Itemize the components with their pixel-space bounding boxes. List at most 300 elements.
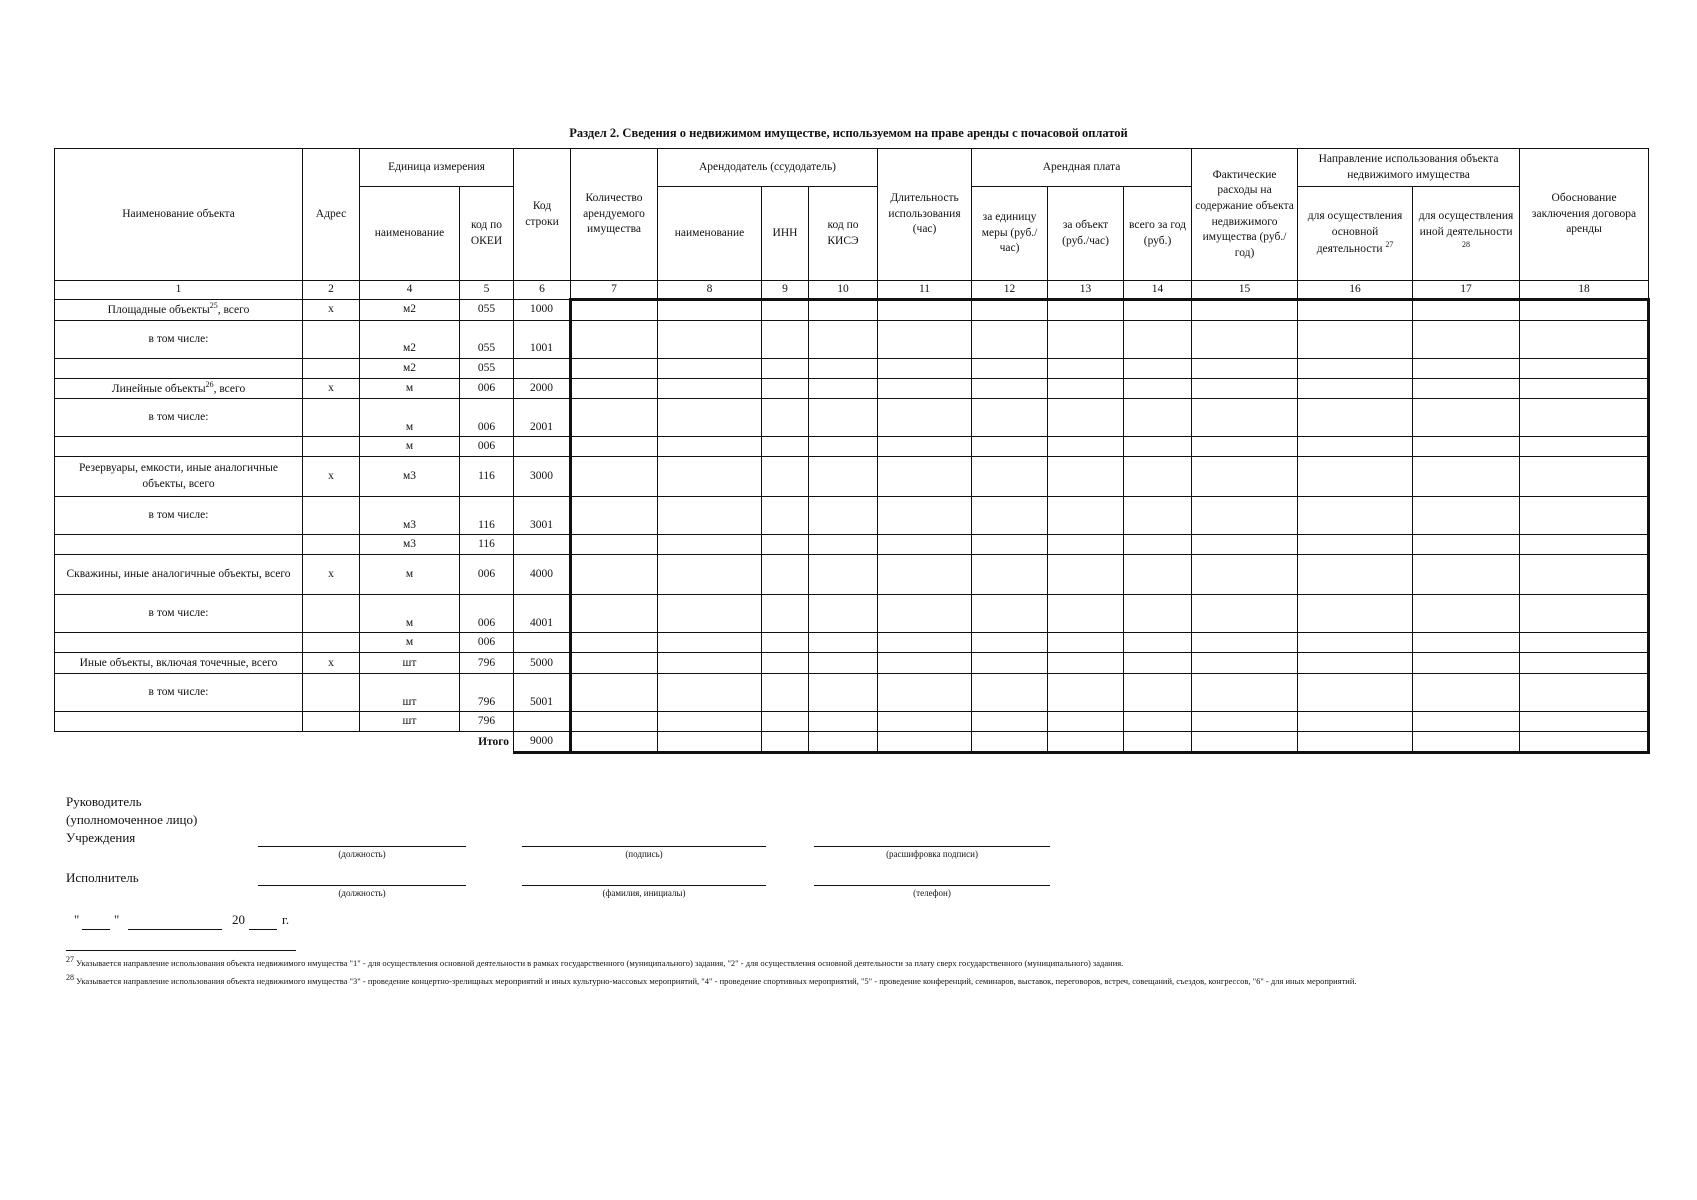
data-input-cell[interactable] [878,379,972,399]
caption-position: (должность) [338,849,386,859]
row-code-cell[interactable] [514,437,571,457]
address-cell[interactable] [303,497,360,535]
total-data-cell[interactable] [571,732,658,753]
table-row [55,399,1649,437]
data-input-cell[interactable] [1124,300,1192,321]
okei-code-cell: 116 [460,535,514,555]
data-input-cell[interactable] [1124,633,1192,653]
data-input-cell[interactable] [1413,399,1520,437]
data-input-cell[interactable] [658,595,762,633]
table-body [55,300,1649,753]
header-rent-year: всего за год (руб.) [1124,187,1192,281]
header-name: Наименование объекта [55,149,303,281]
data-input-cell[interactable] [1298,653,1413,674]
footnote-28: $^{28}$ Указывается направление использования объекта недвижимого имущества "3" - проведение концертно-зрелищных мероприятий и иных культурно-массовых мероприятий, "4" - проведение спортивных мероприятий, "5" - проведение конференций, семинаров, выставок, переговоров, встреч, совещаний, съездов, конгрессов, "6" - для иных мероприятий. [66,973,1357,986]
data-input-cell[interactable] [1413,555,1520,595]
total-data-cell[interactable] [1124,732,1192,753]
data-input-cell[interactable] [809,437,878,457]
data-input-cell[interactable] [1298,359,1413,379]
address-cell[interactable] [303,399,360,437]
unit-name-cell: шт [360,653,460,674]
total-label: Итого [478,735,509,748]
data-input-cell[interactable] [1124,535,1192,555]
subitem-label-cell: в том числе: [55,674,303,712]
data-input-cell[interactable] [1192,379,1298,399]
date-quote-open: " [74,912,80,927]
data-input-cell[interactable] [658,437,762,457]
data-input-cell[interactable] [1124,497,1192,535]
data-input-cell[interactable] [878,497,972,535]
data-input-cell[interactable] [1298,399,1413,437]
data-input-cell[interactable] [809,359,878,379]
data-input-cell[interactable] [1192,633,1298,653]
total-data-cell[interactable] [762,732,809,753]
okei-code-cell: 006 [460,633,514,653]
header-lessor-inn: ИНН [762,187,809,281]
subitem-label-cell: в том числе: [55,399,303,437]
data-input-cell[interactable] [809,555,878,595]
data-input-cell[interactable] [878,555,972,595]
row-code-cell[interactable] [514,535,571,555]
data-input-cell[interactable] [1192,300,1298,321]
data-input-cell[interactable] [1413,437,1520,457]
data-input-cell[interactable] [1413,633,1520,653]
okei-code-cell: 006 [460,379,514,399]
data-input-cell[interactable] [1124,712,1192,732]
data-input-cell[interactable] [658,674,762,712]
data-input-cell[interactable] [571,595,658,633]
address-cell[interactable] [303,712,360,732]
data-input-cell[interactable] [571,457,658,497]
data-input-cell[interactable] [1192,595,1298,633]
total-data-cell[interactable] [1048,732,1124,753]
date-year-line[interactable] [249,929,277,930]
data-input-cell[interactable] [878,535,972,555]
address-cell: х [303,300,360,321]
property-table [54,148,1650,754]
head-label-2: (уполномоченное лицо) [66,812,198,827]
data-input-cell[interactable] [878,633,972,653]
data-input-cell[interactable] [658,457,762,497]
data-input-cell[interactable] [762,399,809,437]
data-input-cell[interactable] [1048,497,1124,535]
header-unit-name: наименование [360,187,460,281]
data-input-cell[interactable] [1520,633,1649,653]
data-input-cell[interactable] [1520,712,1649,732]
header-row-code: Код строки [514,149,571,281]
caption-position-2: (должность) [338,888,386,898]
position-line[interactable] [258,846,466,847]
data-input-cell[interactable] [1298,379,1413,399]
total-data-cell[interactable] [809,732,878,753]
data-input-cell[interactable] [658,712,762,732]
data-input-cell[interactable] [1413,379,1520,399]
unit-name-cell: м2 [360,321,460,359]
header-direction-other: для осуществления иной деятельности $^{28}$ [1413,187,1520,281]
data-input-cell[interactable] [972,674,1048,712]
data-input-cell[interactable] [809,595,878,633]
data-input-cell[interactable] [762,359,809,379]
data-input-cell[interactable] [571,497,658,535]
row-code-cell: 3000 [514,457,571,497]
data-input-cell[interactable] [972,633,1048,653]
data-input-cell[interactable] [1520,674,1649,712]
okei-code-cell: 055 [460,300,514,321]
data-input-cell[interactable] [878,359,972,379]
okei-code-cell: 006 [460,595,514,633]
data-input-cell[interactable] [1048,321,1124,359]
data-input-cell[interactable] [1124,321,1192,359]
caption-signature: (подпись) [625,849,663,859]
data-input-cell[interactable] [1520,300,1649,321]
data-input-cell[interactable] [1048,595,1124,633]
okei-code-cell: 055 [460,359,514,379]
table-row [55,555,1649,595]
header-unit-code: код по ОКЕИ [460,187,514,281]
data-input-cell[interactable] [1192,497,1298,535]
data-input-cell[interactable] [972,457,1048,497]
row-code-cell[interactable] [514,359,571,379]
data-input-cell[interactable] [762,633,809,653]
row-code-cell: 3001 [514,497,571,535]
data-input-cell[interactable] [571,379,658,399]
data-input-cell[interactable] [1298,674,1413,712]
data-input-cell[interactable] [1413,497,1520,535]
data-input-cell[interactable] [972,535,1048,555]
okei-code-cell: 006 [460,437,514,457]
data-input-cell[interactable] [1192,437,1298,457]
data-input-cell[interactable] [762,674,809,712]
unit-name-cell: м [360,437,460,457]
data-input-cell[interactable] [1298,437,1413,457]
data-input-cell[interactable] [1520,379,1649,399]
total-data-cell[interactable] [658,732,762,753]
data-input-cell[interactable] [1520,653,1649,674]
data-input-cell[interactable] [1124,359,1192,379]
header-lessor-name: наименование [658,187,762,281]
data-input-cell[interactable] [571,399,658,437]
data-input-cell[interactable] [1192,359,1298,379]
object-name-cell[interactable] [55,359,303,379]
data-input-cell[interactable] [1298,555,1413,595]
data-input-cell[interactable] [571,300,658,321]
footnote-27: $^{27}$ Указывается направление использования объекта недвижимого имущества "1" - для осуществления основной деятельности в рамках государственного (муниципального) задания, "2" - для осуществления основной деятельности за плату сверх государственного (муниципального) задания. [66,955,1124,968]
object-name-cell: Резервуары, емкости, иные аналогичные объекты, всего [55,457,303,497]
data-input-cell[interactable] [1413,674,1520,712]
header-rent-unit: за единицу меры (руб./час) [972,187,1048,281]
data-input-cell[interactable] [878,457,972,497]
row-code-cell[interactable] [514,633,571,653]
table-row [55,437,1649,457]
data-input-cell[interactable] [1520,555,1649,595]
data-input-cell[interactable] [1520,595,1649,633]
data-input-cell[interactable] [972,437,1048,457]
data-input-cell[interactable] [762,712,809,732]
row-code-cell[interactable] [514,712,571,732]
data-input-cell[interactable] [1413,535,1520,555]
data-input-cell[interactable] [1124,653,1192,674]
data-input-cell[interactable] [972,712,1048,732]
data-input-cell[interactable] [878,595,972,633]
data-input-cell[interactable] [878,674,972,712]
data-input-cell[interactable] [1192,555,1298,595]
row-code-cell: 1000 [514,300,571,321]
data-input-cell[interactable] [1413,321,1520,359]
address-cell[interactable] [303,359,360,379]
address-cell[interactable] [303,321,360,359]
data-input-cell[interactable] [1413,300,1520,321]
caption-name: (фамилия, инициалы) [602,888,686,898]
date-year-prefix: 20 [232,912,245,927]
object-name-cell[interactable] [55,535,303,555]
table-row [55,457,1649,497]
address-cell: х [303,379,360,399]
total-data-cell[interactable] [1298,732,1413,753]
decoding-line[interactable] [814,846,1050,847]
data-input-cell[interactable] [571,633,658,653]
unit-name-cell: м [360,595,460,633]
data-input-cell[interactable] [1298,457,1413,497]
data-input-cell[interactable] [1048,300,1124,321]
date-day-line[interactable] [82,929,110,930]
executor-name-line[interactable] [522,885,766,886]
total-data-cell[interactable] [1192,732,1298,753]
data-input-cell[interactable] [571,535,658,555]
data-input-cell[interactable] [878,437,972,457]
data-input-cell[interactable] [1048,555,1124,595]
data-input-cell[interactable] [1298,712,1413,732]
data-input-cell[interactable] [1124,437,1192,457]
data-input-cell[interactable] [972,595,1048,633]
data-input-cell[interactable] [762,379,809,399]
data-input-cell[interactable] [658,379,762,399]
data-input-cell[interactable] [658,359,762,379]
data-input-cell[interactable] [1298,321,1413,359]
data-input-cell[interactable] [809,399,878,437]
data-input-cell[interactable] [1048,437,1124,457]
data-input-cell[interactable] [809,633,878,653]
object-name-cell[interactable] [55,712,303,732]
table-row [55,321,1649,359]
address-cell[interactable] [303,595,360,633]
executor-phone-line[interactable] [814,885,1050,886]
head-label-3: Учреждения [66,830,136,845]
data-input-cell[interactable] [1192,399,1298,437]
data-input-cell[interactable] [1520,321,1649,359]
data-input-cell[interactable] [571,674,658,712]
data-input-cell[interactable] [658,497,762,535]
unit-name-cell: м2 [360,300,460,321]
total-data-cell[interactable] [1520,732,1649,753]
data-input-cell[interactable] [658,535,762,555]
data-input-cell[interactable] [1048,379,1124,399]
data-input-cell[interactable] [1124,457,1192,497]
address-cell[interactable] [303,633,360,653]
data-input-cell[interactable] [1048,633,1124,653]
table-row [55,633,1649,653]
data-input-cell[interactable] [809,497,878,535]
data-input-cell[interactable] [972,555,1048,595]
unit-name-cell: шт [360,712,460,732]
okei-code-cell: 796 [460,674,514,712]
data-input-cell[interactable] [762,457,809,497]
data-input-cell[interactable] [1520,399,1649,437]
subitem-label-cell: в том числе: [55,497,303,535]
data-input-cell[interactable] [1192,321,1298,359]
data-input-cell[interactable] [658,321,762,359]
okei-code-cell: 006 [460,555,514,595]
data-input-cell[interactable] [1124,379,1192,399]
total-data-cell[interactable] [878,732,972,753]
header-lessor-group: Арендодатель (ссудодатель) [658,149,878,187]
data-input-cell[interactable] [1298,300,1413,321]
header-quantity: Количество арендуемого имущества [571,149,658,281]
data-input-cell[interactable] [878,321,972,359]
data-input-cell[interactable] [571,653,658,674]
data-input-cell[interactable] [1298,497,1413,535]
data-input-cell[interactable] [762,535,809,555]
data-input-cell[interactable] [972,359,1048,379]
data-input-cell[interactable] [571,321,658,359]
data-input-cell[interactable] [762,653,809,674]
okei-code-cell: 116 [460,457,514,497]
data-input-cell[interactable] [658,555,762,595]
data-input-cell[interactable] [809,653,878,674]
table-row [55,379,1649,399]
address-cell: х [303,555,360,595]
data-input-cell[interactable] [658,653,762,674]
data-input-cell[interactable] [809,535,878,555]
data-input-cell[interactable] [762,321,809,359]
data-input-cell[interactable] [762,300,809,321]
data-input-cell[interactable] [1048,399,1124,437]
data-input-cell[interactable] [571,555,658,595]
data-input-cell[interactable] [1520,437,1649,457]
data-input-cell[interactable] [762,595,809,633]
header-lessor-kise: код по КИСЭ [809,187,878,281]
data-input-cell[interactable] [1192,674,1298,712]
object-name-cell: Линейные объекты$^{26}$, всего [55,379,303,399]
data-input-cell[interactable] [1520,457,1649,497]
data-input-cell[interactable] [809,321,878,359]
data-input-cell[interactable] [972,399,1048,437]
data-input-cell[interactable] [1413,712,1520,732]
header-basis: Обоснование заключения договора аренды [1520,149,1649,281]
data-input-cell[interactable] [1192,653,1298,674]
subitem-label-cell: в том числе: [55,595,303,633]
data-input-cell[interactable] [1192,535,1298,555]
total-data-cell[interactable] [972,732,1048,753]
data-input-cell[interactable] [1048,535,1124,555]
data-input-cell[interactable] [762,555,809,595]
data-input-cell[interactable] [658,399,762,437]
data-input-cell[interactable] [878,653,972,674]
data-input-cell[interactable] [1124,399,1192,437]
unit-name-cell: м2 [360,359,460,379]
total-data-cell[interactable] [1413,732,1520,753]
object-name-cell[interactable] [55,633,303,653]
header-duration: Длительность использования (час) [878,149,972,281]
table-row [55,653,1649,674]
data-input-cell[interactable] [809,300,878,321]
row-code-cell: 1001 [514,321,571,359]
data-input-cell[interactable] [809,674,878,712]
data-input-cell[interactable] [1192,457,1298,497]
data-input-cell[interactable] [658,300,762,321]
signature-line[interactable] [522,846,766,847]
data-input-cell[interactable] [762,437,809,457]
caption-phone: (телефон) [913,888,951,898]
data-input-cell[interactable] [878,712,972,732]
address-cell[interactable] [303,674,360,712]
data-input-cell[interactable] [1048,653,1124,674]
data-input-cell[interactable] [809,457,878,497]
executor-position-line[interactable] [258,885,466,886]
data-input-cell[interactable] [571,437,658,457]
header-direction-main: для осуществления основной деятельности $^{27}$ [1298,187,1413,281]
unit-name-cell: м [360,379,460,399]
data-input-cell[interactable] [1124,595,1192,633]
address-cell: х [303,457,360,497]
data-input-cell[interactable] [1520,359,1649,379]
row-code-cell: 5001 [514,674,571,712]
data-input-cell[interactable] [972,497,1048,535]
data-input-cell[interactable] [762,497,809,535]
data-input-cell[interactable] [571,712,658,732]
date-year-suffix: г. [282,912,290,927]
address-cell[interactable] [303,535,360,555]
data-input-cell[interactable] [1048,712,1124,732]
data-input-cell[interactable] [1413,457,1520,497]
data-input-cell[interactable] [1298,595,1413,633]
data-input-cell[interactable] [809,379,878,399]
data-input-cell[interactable] [972,321,1048,359]
data-input-cell[interactable] [571,359,658,379]
data-input-cell[interactable] [972,300,1048,321]
data-input-cell[interactable] [1298,633,1413,653]
data-input-cell[interactable] [1413,359,1520,379]
data-input-cell[interactable] [1520,535,1649,555]
row-code-cell: 2000 [514,379,571,399]
address-cell[interactable] [303,437,360,457]
data-input-cell[interactable] [1520,497,1649,535]
unit-name-cell: м3 [360,497,460,535]
header-address: Адрес [303,149,360,281]
data-input-cell[interactable] [809,712,878,732]
unit-name-cell: м3 [360,457,460,497]
data-input-cell[interactable] [1048,359,1124,379]
okei-code-cell: 796 [460,712,514,732]
data-input-cell[interactable] [1124,555,1192,595]
object-name-cell[interactable] [55,437,303,457]
row-code-cell: 4001 [514,595,571,633]
data-input-cell[interactable] [1298,535,1413,555]
data-input-cell[interactable] [878,399,972,437]
okei-code-cell: 055 [460,321,514,359]
data-input-cell[interactable] [1124,674,1192,712]
data-input-cell[interactable] [1413,653,1520,674]
date-month-line[interactable] [128,929,222,930]
data-input-cell[interactable] [1048,457,1124,497]
data-input-cell[interactable] [1413,595,1520,633]
data-input-cell[interactable] [878,300,972,321]
data-input-cell[interactable] [972,653,1048,674]
data-input-cell[interactable] [972,379,1048,399]
data-input-cell[interactable] [1048,674,1124,712]
okei-code-cell: 116 [460,497,514,535]
data-input-cell[interactable] [658,633,762,653]
data-input-cell[interactable] [1192,712,1298,732]
